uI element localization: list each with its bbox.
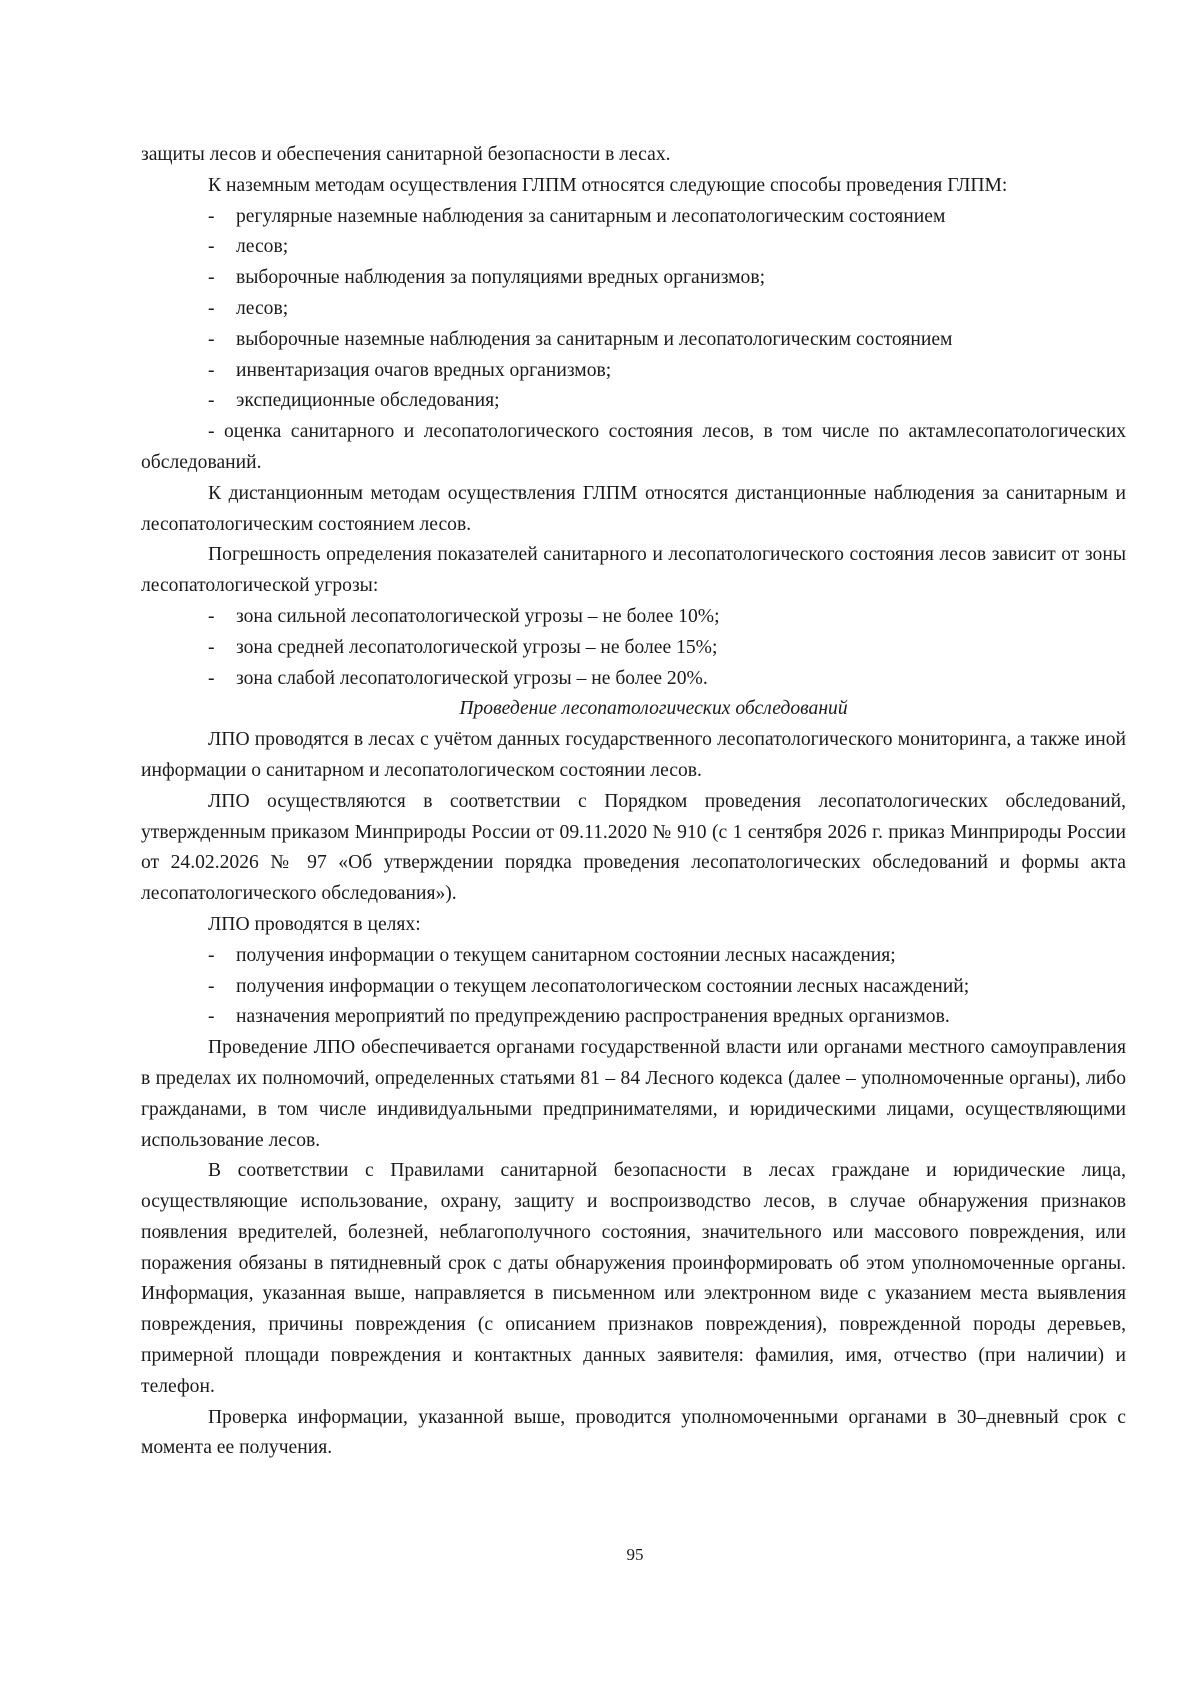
list-item-text: выборочные наблюдения за популяциями вредных организмов; (236, 267, 766, 289)
list-item-text: зона сильной лесопатологической угрозы – не более 10%; (236, 605, 720, 627)
list-item-text: инвентаризация очагов вредных организмов; (236, 359, 612, 381)
list-bullet: - (208, 1006, 215, 1028)
list-item-text: лесов; (236, 297, 289, 319)
list-item-text: выборочные наземные наблюдения за санитарным и лесопатологическим состоянием (236, 328, 953, 350)
list-item (141, 1002, 1126, 1033)
list-item-text: экспедиционные обследования; (236, 390, 500, 412)
paragraph: Проведение ЛПО обеспечивается органами государственной власти или органами местного самоуправления в пределах их полномочий, определенных статьями 81 – 84 Лесного кодекса (далее – уполномоченные органы), либо гражданами, в том числе индивидуальными предпринимателями, и юридическими лицами, осуществляющими использование лесов. (141, 1037, 1126, 1151)
list-bullet: - (208, 297, 215, 319)
list-bullet: - (208, 205, 215, 227)
list-item-text: назначения мероприятий по предупреждению распространения вредных организмов. (236, 1006, 950, 1028)
paragraph: К наземным методам осуществления ГЛПМ относятся следующие способы проведения ГЛПМ: (208, 174, 1008, 196)
document-body (141, 140, 1126, 1464)
list-bullet: - (208, 359, 215, 381)
paragraph: - оценка санитарного и лесопатологического состояния лесов, в том числе по актамлесопатологических обследований. (141, 421, 1126, 473)
list-bullet: - (208, 636, 215, 658)
list-item (141, 941, 1126, 972)
paragraph: Проверка информации, указанной выше, проводится уполномоченными органами в 30–дневный срок с момента ее получения. (141, 1406, 1126, 1459)
list-bullet: - (208, 975, 215, 997)
list-item (141, 386, 1126, 417)
list-item (141, 633, 1126, 664)
list-item (141, 972, 1126, 1003)
list-item (141, 602, 1126, 633)
paragraph: К дистанционным методам осуществления ГЛПМ относятся дистанционные наблюдения за санитарным и лесопатологическим состоянием лесов. (141, 482, 1126, 535)
list-bullet: - (208, 667, 215, 689)
section-heading: Проведение лесопатологических обследований (459, 698, 848, 720)
list-item (141, 232, 1126, 263)
list-bullet: - (208, 605, 215, 627)
paragraph: Погрешность определения показателей санитарного и лесопатологического состояния лесов зависит от зоны лесопатологической угрозы: (141, 544, 1126, 597)
list-item-text: зона средней лесопатологической угрозы – не более 15%; (236, 636, 718, 658)
page-number: 95 (626, 1545, 644, 1564)
paragraph: В соответствии с Правилами санитарной безопасности в лесах граждане и юридические лица, осуществляющие использование, охрану, защиту и воспроизводство лесов, в случае обнаружения признаков появления вредителей, болезней, неблагополучного состояния, значительного или массового повреждения, или поражения обязаны в пятидневный срок с даты обнаружения проинформировать об этом уполномоченные органы. Информация, указанная выше, направляется в письменном или электронном виде с указанием места выявления повреждения, причины повреждения (с описанием признаков повреждения), поврежденной породы деревьев, примерной площади повреждения и контактных данных заявителя: фамилия, имя, отчество (при наличии) и телефон. (141, 1160, 1126, 1397)
list-bullet: - (208, 267, 215, 289)
list-bullet: - (208, 390, 215, 412)
list-item-text: регулярные наземные наблюдения за санитарным и лесопатологическим состоянием (236, 205, 946, 227)
list-item (141, 263, 1126, 294)
list-bullet: - (208, 944, 215, 966)
list-item-text: получения информации о текущем лесопатологическом состоянии лесных насаждений; (236, 975, 970, 997)
list-item-text: зона слабой лесопатологической угрозы – не более 20%. (236, 667, 708, 689)
list-bullet: - (208, 236, 215, 258)
list-item (141, 325, 1126, 356)
paragraph: ЛПО проводятся в лесах с учётом данных государственного лесопатологического мониторинга, а также иной информации о санитарном и лесопатологическом состоянии лесов. (141, 729, 1126, 781)
list-item (141, 356, 1126, 387)
list-item (141, 664, 1126, 695)
paragraph: ЛПО проводятся в целях: (208, 913, 421, 935)
paragraph: ЛПО осуществляются в соответствии с Порядком проведения лесопатологических обследований, утвержденным приказом Минприроды России от 09.11.2020 № 910 (с 1 сентября 2026 г. приказ Минприроды России от 24.02.2026 № 97 «Об утверждении порядка проведения лесопатологических обследований и формы акта лесопатологического обследования»). (141, 790, 1126, 905)
list-item (141, 294, 1126, 325)
list-bullet: - (208, 328, 215, 350)
list-item (141, 202, 1126, 233)
list-item-text: получения информации о текущем санитарном состоянии лесных насаждения; (236, 944, 896, 966)
paragraph: защиты лесов и обеспечения санитарной безопасности в лесах. (141, 144, 671, 165)
list-item-text: лесов; (236, 236, 289, 258)
